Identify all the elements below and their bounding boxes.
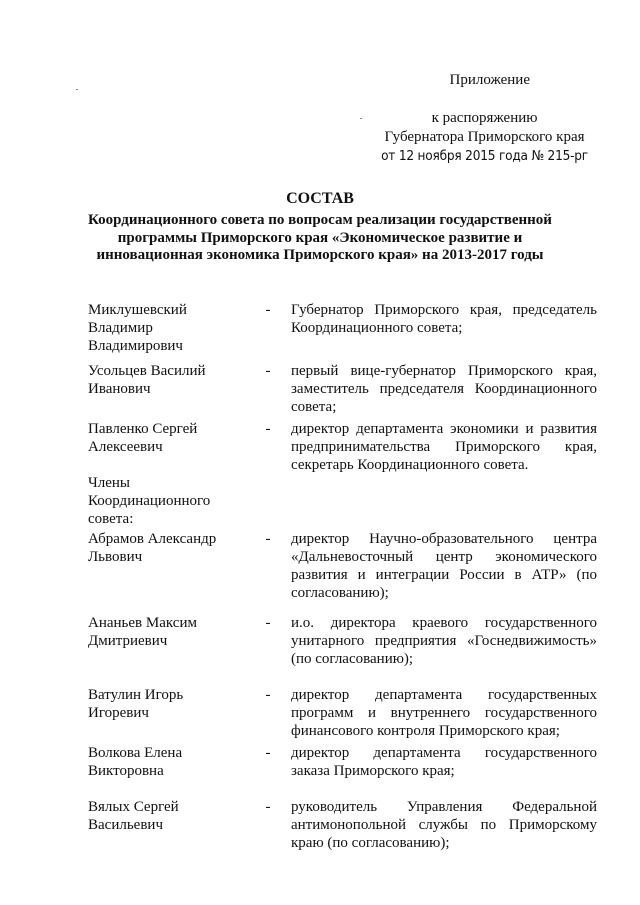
member-role: и.о. директора краевого государственного унитарного предприятия «Госнедвижимость» (по согласованию);	[291, 615, 597, 667]
member-name: Ананьев Максим Дмитриевич	[88, 615, 197, 649]
member-name: Волкова Елена Викторовна	[88, 745, 183, 779]
member-name: Усольцев Василий Иванович	[88, 363, 206, 397]
member-role: директор департамента государственного заказа Приморского края;	[291, 745, 597, 779]
page-title: СОСТАВ	[286, 190, 354, 207]
member-role: Губернатор Приморского края, председатель Координационного совета;	[291, 302, 597, 336]
member-name: Абрамов Александр Львович	[88, 531, 217, 565]
separator-dash: -	[265, 615, 271, 631]
scan-speck	[76, 89, 78, 90]
page-subtitle: Координационного совета по вопросам реализации государственной программы Приморского края «Экономическое развитие и инновационная экономика Приморского края» на 2013-2017 годы	[88, 212, 552, 263]
member-role: директор департамента государственных программ и внутреннего государственного финансового контроля Приморского края;	[291, 687, 597, 739]
separator-dash: -	[265, 421, 271, 437]
separator-dash: -	[265, 687, 271, 703]
attachment-label: Приложение	[449, 72, 530, 88]
member-name: Миклушевский Владимир Владимирович	[88, 302, 187, 354]
member-name: Вялых Сергей Васильевич	[88, 799, 179, 833]
member-name: Павленко Сергей Алексеевич	[88, 421, 198, 455]
order-reference	[381, 109, 588, 166]
separator-dash: -	[265, 363, 271, 379]
separator-dash: -	[265, 745, 271, 761]
member-role: руководитель Управления Федеральной антимонопольной службы по Приморскому краю (по согласованию);	[291, 799, 597, 851]
member-role: первый вице-губернатор Приморского края, заместитель председателя Координационного совета;	[291, 363, 597, 415]
members-section-label: Члены Координационного совета:	[88, 475, 211, 527]
order-date-number: от 12 ноября 2015 года № 215-рг	[381, 148, 588, 164]
member-role: директор департамента экономики и развития предпринимательства Приморского края, секретарь Координационного совета.	[291, 421, 597, 473]
separator-dash: -	[265, 302, 271, 318]
separator-dash: -	[265, 799, 271, 815]
member-name: Ватулин Игорь Игоревич	[88, 687, 184, 721]
scan-speck	[360, 118, 362, 119]
order-governor-line: Губернатора Приморского края	[384, 129, 585, 145]
order-to-line: к распоряжению	[431, 110, 538, 126]
member-role: директор Научно-образовательного центра «Дальневосточный центр экономического развития и интеграции России в АТР» (по согласованию);	[291, 531, 597, 601]
separator-dash: -	[265, 531, 271, 547]
